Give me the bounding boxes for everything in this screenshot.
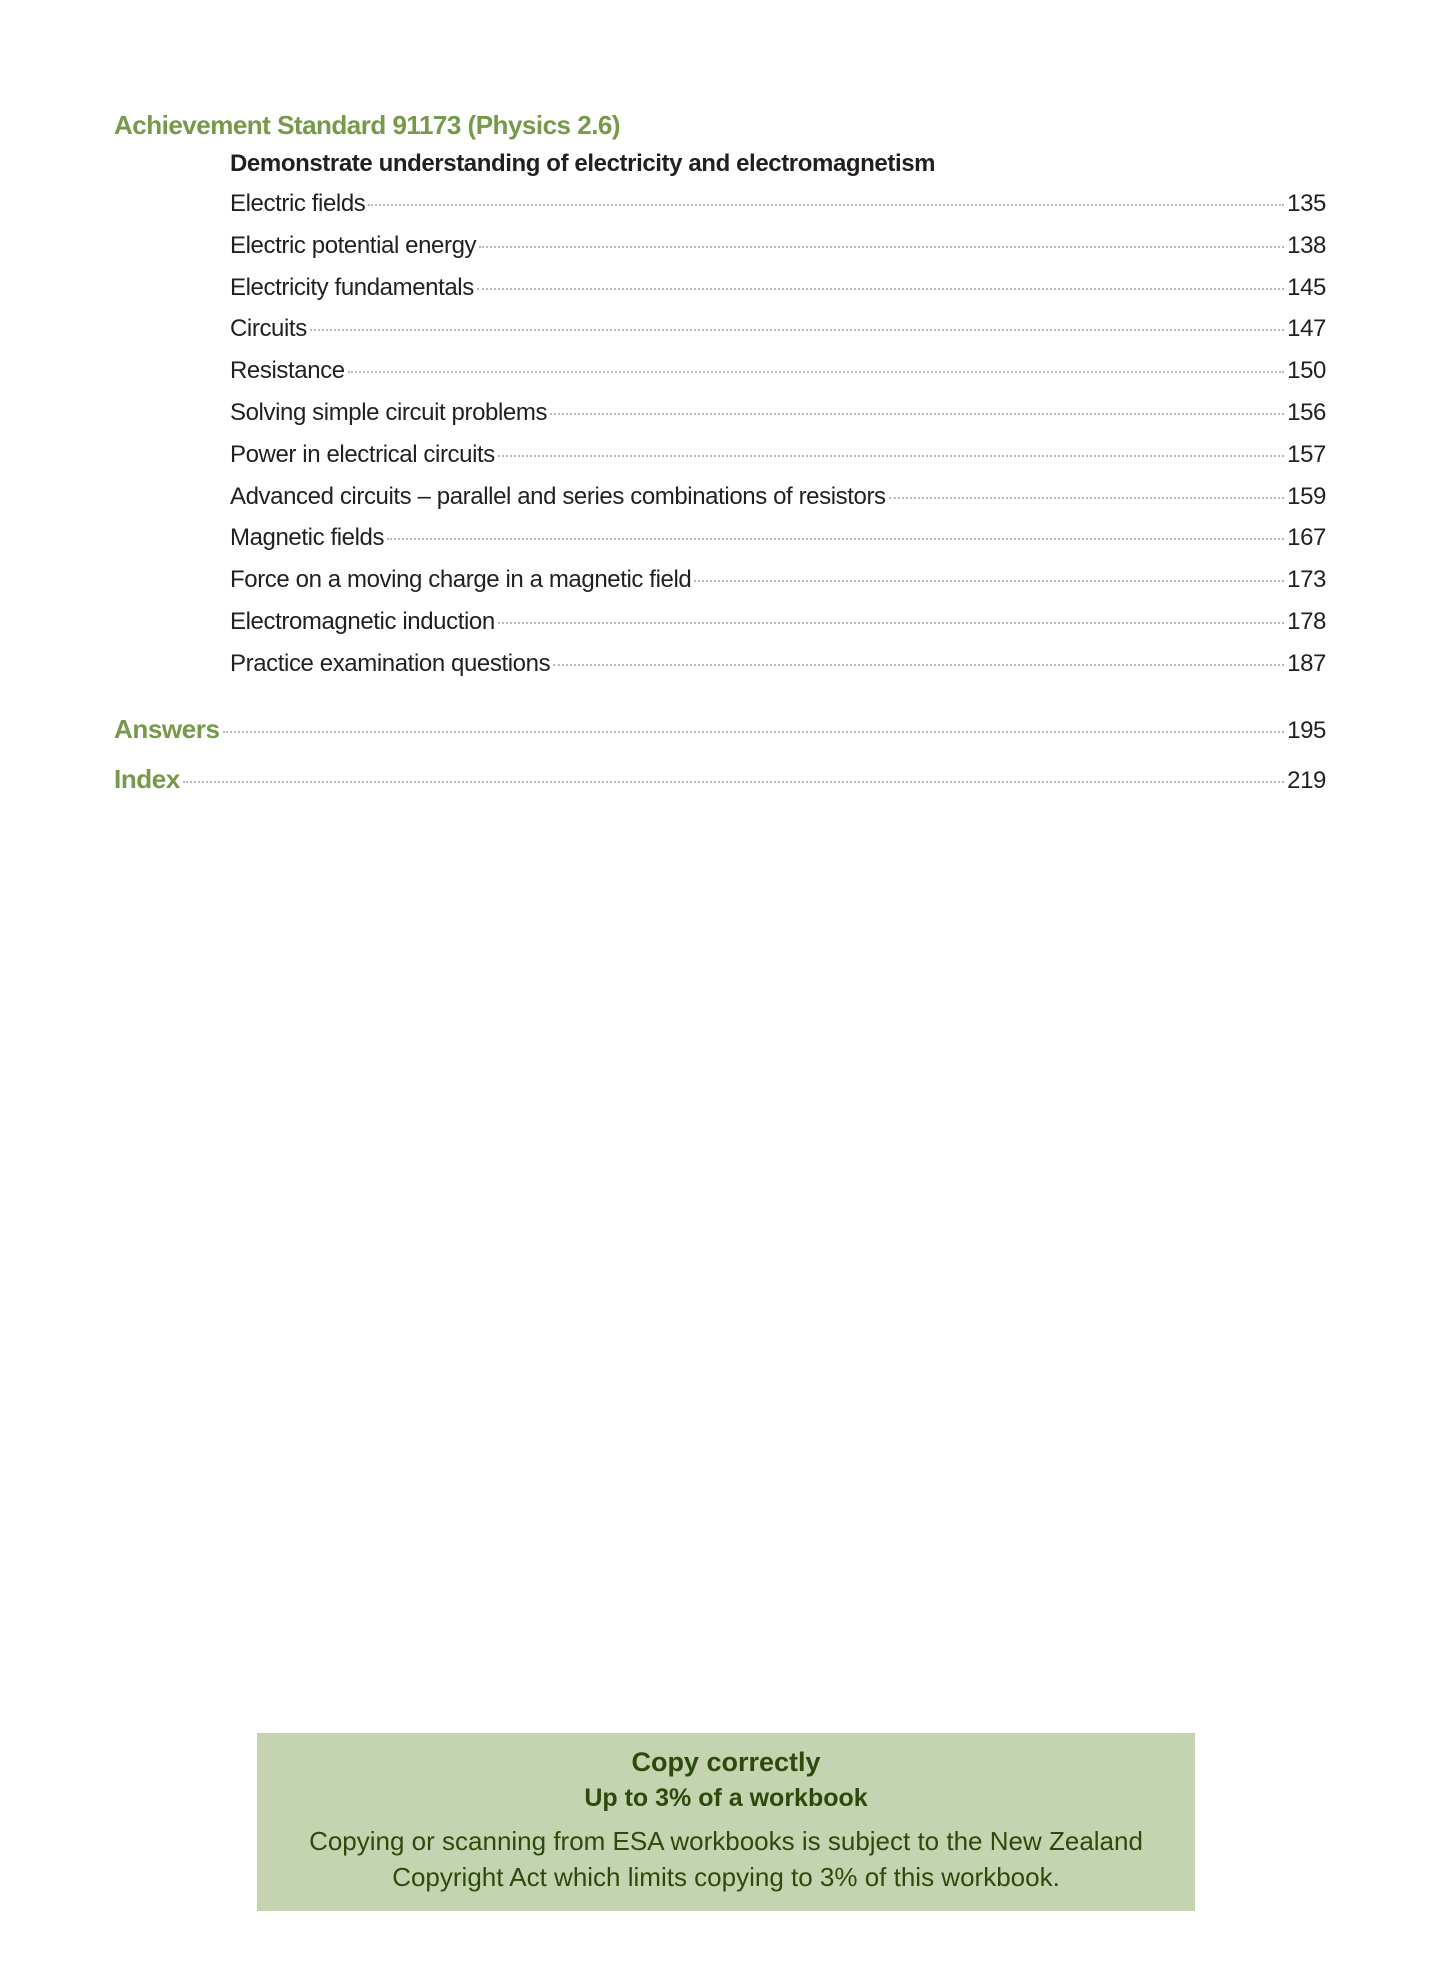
toc-entry[interactable] <box>230 608 1326 650</box>
toc-list <box>230 190 1326 692</box>
leader-dots <box>368 204 1284 206</box>
toc-entry-label: Electric potential energy <box>230 231 477 259</box>
toc-entry-page: 156 <box>1287 398 1326 426</box>
copyright-notice <box>257 1733 1195 1911</box>
notice-title: Copy correctly <box>631 1747 821 1777</box>
leader-dots <box>183 781 1284 783</box>
toc-entry-page: 167 <box>1287 524 1326 552</box>
toc-entry-label: Advanced circuits – parallel and series combinations of resistors <box>230 482 886 510</box>
toc-entry[interactable] <box>230 399 1326 441</box>
toc-entry-page: 178 <box>1287 607 1326 635</box>
toc-entry-page: 173 <box>1287 566 1326 594</box>
toc-entry[interactable] <box>230 232 1326 274</box>
notice-body: Copying or scanning from ESA workbooks is subject to the New Zealand Copyright Act which limits copying to 3% of this workbook. <box>309 1826 1143 1892</box>
leader-dots <box>479 246 1284 248</box>
toc-entry-page: 157 <box>1287 440 1326 468</box>
leader-dots <box>553 664 1284 666</box>
toc-index-label: Index <box>114 764 180 794</box>
leader-dots <box>223 731 1285 733</box>
toc-entry[interactable] <box>230 274 1326 316</box>
toc-entry-page: 159 <box>1287 482 1326 510</box>
standard-heading: Achievement Standard 91173 (Physics 2.6) <box>114 110 621 140</box>
leader-dots <box>310 329 1284 331</box>
toc-entry-page: 138 <box>1287 231 1326 259</box>
leader-dots <box>694 580 1284 582</box>
toc-entry[interactable] <box>230 524 1326 566</box>
leader-dots <box>550 413 1284 415</box>
toc-entry-label: Solving simple circuit problems <box>230 398 548 426</box>
leader-dots <box>889 497 1284 499</box>
toc-entry-label: Electricity fundamentals <box>230 273 474 301</box>
toc-answers-label: Answers <box>114 714 220 744</box>
toc-entry-page: 135 <box>1287 190 1326 217</box>
toc-answers-page: 195 <box>1287 717 1326 744</box>
toc-entry-label: Power in electrical circuits <box>230 440 495 468</box>
leader-dots <box>498 455 1284 457</box>
leader-dots <box>387 538 1284 540</box>
toc-entry-label: Electric fields <box>230 190 366 217</box>
toc-entry[interactable] <box>230 315 1326 357</box>
toc-index[interactable] <box>114 764 1326 806</box>
toc-entry-label: Electromagnetic induction <box>230 607 495 635</box>
toc-answers[interactable] <box>114 714 1326 756</box>
toc-entry-page: 187 <box>1287 649 1326 677</box>
toc-entry[interactable] <box>230 357 1326 399</box>
toc-entry[interactable] <box>230 441 1326 483</box>
toc-entry-label: Magnetic fields <box>230 524 385 552</box>
leader-dots <box>498 622 1284 624</box>
toc-entry[interactable] <box>230 190 1326 232</box>
toc-entry-label: Resistance <box>230 357 345 385</box>
toc-entry-page: 150 <box>1287 357 1326 385</box>
leader-dots <box>348 371 1284 373</box>
notice-subtitle: Up to 3% of a workbook <box>584 1784 868 1812</box>
standard-subtitle: Demonstrate understanding of electricity and electromagnetism <box>230 150 936 177</box>
toc-entry-label: Force on a moving charge in a magnetic field <box>230 566 692 594</box>
toc-entry-label: Circuits <box>230 315 307 343</box>
toc-entry[interactable] <box>230 650 1326 692</box>
toc-entry[interactable] <box>230 483 1326 525</box>
leader-dots <box>477 288 1284 290</box>
toc-entry[interactable] <box>230 566 1326 608</box>
toc-entry-label: Practice examination questions <box>230 649 551 677</box>
toc-entry-page: 147 <box>1287 315 1326 343</box>
toc-entry-page: 145 <box>1287 273 1326 301</box>
toc-index-page: 219 <box>1287 767 1326 794</box>
